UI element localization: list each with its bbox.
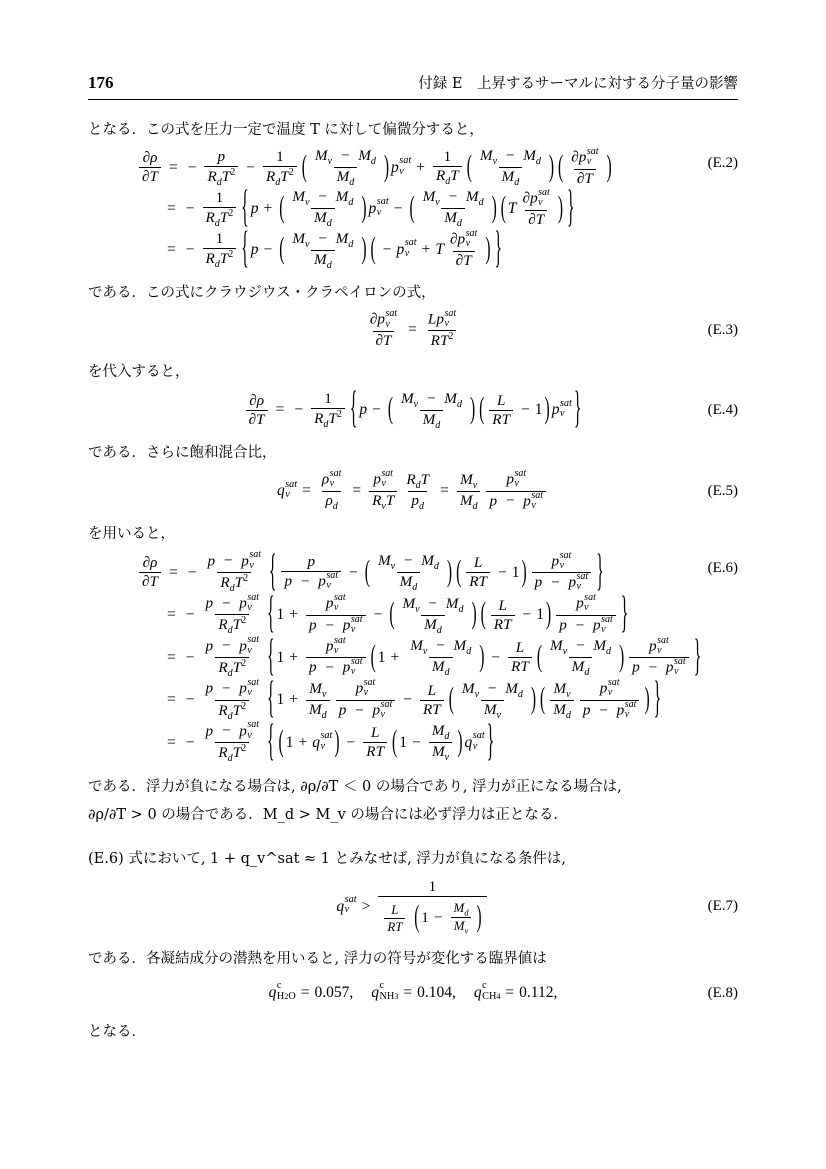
equation-E5-line: q sat v = ρ sat v $\rho_d$ = p sat v $R_vT$ $\frac{R_dT}{p_d}$ = $\frac{M_v}{M_d}$ p sat v p − p sat v (E.5): [276, 468, 738, 512]
value-nh3: 0.104,: [417, 984, 456, 1001]
page-header: [88, 72, 738, 100]
equation-E2: [88, 146, 738, 274]
paragraph-3: を代入すると，: [88, 364, 190, 381]
page-body: [88, 108, 738, 1049]
equation-E7: [88, 877, 738, 937]
equation-E6: [88, 546, 738, 767]
equation-E7-line: q sat v > 1 $\frac{L}{RT}$ ( 1 − $\frac{M_d}{M_v}$ ) (E.7): [336, 877, 738, 936]
paragraph-8: である．各凝結成分の潜熱を用いると, 浮力の符号が変化する臨界値は: [88, 950, 547, 967]
equation-E2-line3: = − $\frac{1}{R_dT^2}$ { p − ( $\frac{M_v - M_d}{M_d}$ ) ( − p sat v + T ∂p sat v ∂T ) } (E.2): [167, 155, 738, 274]
equation-E2-line2: = − $\frac{1}{R_dT^2}$ { p + ( $\frac{M_v - M_d}{M_d}$ ) p sat v − ( $\frac{M_v - M_d}{M_d}$ ) ( T ∂p sat v ∂T ) }: [167, 182, 575, 233]
equation-tag-E3: (E.3): [707, 321, 738, 338]
paragraph-6-line2: ∂ρ/∂T > 0 の場合である．M_d > M_v の場合には必ず浮力は正となる．: [88, 806, 568, 823]
value-ch4: 0.112,: [519, 984, 558, 1001]
equation-E2-line1: $\frac{\partial\rho}{\partial T}$ = − $\frac{p}{R_dT^2}$ − $\frac{1}{R_dT^2}$ ( $\frac{M_v - M_d}{M_d}$ ) p sat v + $\frac{1}{R_dT}$ ( $\frac{M_v - M_d}{M_d}$ ) ( ∂p sat v ∂T ): [88, 147, 738, 188]
equation-tag-E8: (E.8): [707, 984, 738, 1001]
equation-tag-E7: (E.7): [707, 898, 738, 915]
equation-tag-E4: (E.4): [707, 401, 738, 418]
equation-E3-line: ∂p sat v ∂T = Lp sat v $RT^2$ (E.3): [369, 307, 738, 350]
paragraph-2: である．この式にクラウジウス・クラペイロンの式，: [88, 284, 436, 301]
equation-E3: [88, 307, 738, 351]
equation-E6-line3: = − p − p sat v $R_dT^2$ { 1 + p sat v p − p sat v ( 1 + $\frac{M_v - M_d}{M_d}$ ) − $\frac{L}{RT}$ ( $\frac{M_v - M_d}{M_d}$ ) p sat v p − p sat v }: [167, 631, 702, 682]
equation-E8-line: q c H2O = 0.057, q c NH3 = 0.104, q c CH4 = 0.112, (E.8): [268, 980, 738, 1002]
equation-E6-line5: = − p − p sat v $R_dT^2$ { ( 1 + q sat v ) − $\frac{L}{RT}$ ( 1 − $\frac{M_d}{M_v}$ ) q sat v } (E.6): [167, 559, 738, 767]
equation-E6-line2: = − p − p sat v $R_dT^2$ { 1 + p sat v p − p sat v − ( $\frac{M_v - M_d}{M_d}$ ) ( $\frac{L}{RT}$ − 1 ) p sat v p − p sat v }: [167, 589, 629, 639]
paragraph-7: (E.6) 式において, 1 + q_v^sat ≈ 1 とみなせば, 浮力が負になる条件は,: [88, 851, 566, 868]
equation-E5: [88, 470, 738, 512]
paragraph-1: となる．この式を圧力一定で温度 T に対して偏微分すると，: [88, 122, 484, 138]
page-number: 176: [88, 73, 114, 92]
equation-E6-line4: = − p − p sat v $R_dT^2$ { 1 + $\frac{M_v}{M_d}$ p sat v p − p sat v − $\frac{L}{RT}$ ( $\frac{M_v - M_d}{M_v}$ ) ( $\frac{M_v}{M_d}$ p sat v p − p sat v ) }: [167, 674, 662, 724]
equation-tag-E5: (E.5): [707, 482, 738, 499]
equation-E4: [88, 384, 738, 434]
equation-tag-E6: (E.6): [707, 559, 738, 576]
running-head: 付録 E 上昇するサーマルに対する分子量の影響: [418, 76, 738, 92]
paragraph-6-line1: である．浮力が負になる場合は, ∂ρ/∂T ＜ 0 の場合であり, 浮力が正になる場合は,: [88, 779, 622, 796]
equation-E6-line1: $\frac{\partial\rho}{\partial T}$ = − p − p sat v $R_dT^2$ { p p − p sat v − ( $\frac{M_v - M_d}{M_d}$ ) ( $\frac{L}{RT}$ − 1 ) p sat v p − p sat v }: [88, 552, 738, 595]
equation-E8: [88, 976, 738, 1010]
paragraph-5: を用いると，: [88, 526, 175, 543]
equation-E4-line: $\frac{\partial\rho}{\partial T}$ = − $\frac{1}{R_dT^2}$ { p − ( $\frac{M_v - M_d}{M_d}$ ) ( $\frac{L}{RT}$ − 1 ) p sat v } (E.4): [88, 390, 738, 431]
equation-tag-E2: (E.2): [707, 155, 738, 172]
paragraph-4: である．さらに飽和混合比，: [88, 444, 277, 461]
paragraph-9: となる．: [88, 1024, 146, 1040]
value-h2o: 0.057,: [314, 984, 354, 1001]
